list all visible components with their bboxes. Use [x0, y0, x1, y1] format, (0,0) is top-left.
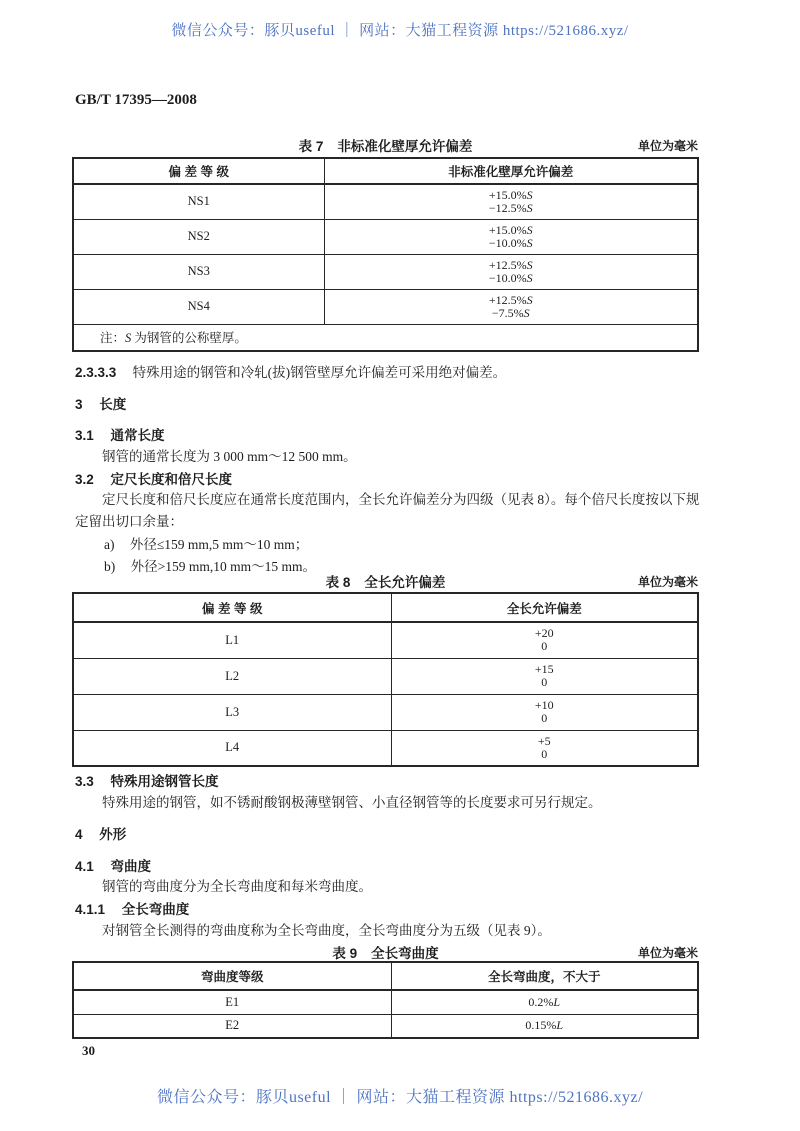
section-3-3-heading: [75, 770, 219, 790]
tolerance-cell: [391, 694, 698, 730]
curvature-value: 0.2%: [528, 994, 554, 1009]
grade-cell: E1: [73, 990, 391, 1014]
table8-caption-row: [72, 571, 699, 589]
tolerance-lower-value: −12.5%: [488, 200, 527, 215]
table7-caption: [299, 139, 473, 154]
clause-text: 特殊用途的钢管和冷轧(拔)钢管壁厚允许偏差可采用绝对偏差。: [132, 365, 507, 380]
section-4-1-1-heading: [75, 898, 189, 918]
table7-row-ns3: [73, 254, 698, 289]
section-4-heading: [75, 823, 126, 843]
curvature-value: 0.15%: [525, 1018, 557, 1033]
note-text: 为钢管的公称壁厚。: [131, 331, 247, 346]
table7-caption-row: [72, 135, 699, 153]
curvature-cell: [391, 990, 698, 1014]
tolerance-cell: [391, 730, 698, 766]
tolerance-cell: [324, 254, 698, 289]
curvature-cell: [391, 1014, 698, 1038]
list-marker: a): [104, 537, 115, 552]
tolerance-upper: +10: [534, 698, 554, 712]
table8-header-grade: 偏 差 等 级: [73, 593, 391, 622]
tolerance-upper: +5: [537, 733, 551, 748]
section-3-1-heading: [75, 424, 165, 444]
table9-caption-label: 表 9: [332, 946, 358, 961]
section-title: 弯曲度: [110, 859, 152, 874]
table9-row-e2: [73, 1014, 698, 1038]
section-3-2-heading: [75, 468, 232, 488]
section-3-1-body: 钢管的通常长度为 3 000 mm～12 500 mm。: [102, 449, 357, 464]
section-number: 3.1: [75, 428, 94, 443]
section-title: 特殊用途钢管长度: [110, 774, 219, 789]
list-text: 外径≤159 mm,5 mm～10 mm；: [129, 537, 309, 552]
table8-header-row: [73, 593, 698, 622]
grade-cell: L4: [73, 730, 391, 766]
section-title: 外形: [99, 827, 127, 842]
table8-row-l1: [73, 622, 698, 658]
section-number: 3.2: [75, 472, 94, 487]
table7-caption-title: 非标准化壁厚允许偏差: [337, 139, 473, 154]
section-number: 4: [75, 827, 83, 842]
table7-row-ns2: [73, 219, 698, 254]
list-item-a: [104, 533, 308, 553]
grade-cell: L2: [73, 658, 391, 694]
tolerance-upper: +15: [534, 662, 554, 676]
table7-unit-note: 单位为毫米: [637, 139, 698, 153]
grade-cell: L1: [73, 622, 391, 658]
tolerance-lower-value: −7.5%: [491, 305, 524, 320]
tolerance-upper-value: +15.0%: [488, 222, 527, 237]
table9-header-grade: 弯曲度等级: [73, 962, 391, 990]
tolerance-lower: 0: [541, 639, 548, 654]
grade-cell: NS2: [73, 219, 324, 254]
table9-header-row: [73, 962, 698, 990]
table7-note: [73, 324, 698, 351]
section-number: 3.3: [75, 774, 94, 789]
header-watermark: 微信公众号：豚贝useful ｜ 网站：大猫工程资源 https://521686.xyz/: [171, 23, 629, 39]
wall-thickness-symbol: S: [526, 270, 533, 285]
section-title: 定尺长度和倍尺长度: [110, 472, 233, 487]
section-3-3-body: 特殊用途的钢管，如不锈耐酸钢极薄壁钢管、小直径钢管等的长度要求可另行规定。: [102, 795, 602, 810]
wall-thickness-symbol: S: [526, 257, 533, 272]
table7-row-ns4: [73, 289, 698, 324]
tolerance-cell: [391, 622, 698, 658]
table7-header-grade: 偏 差 等 级: [73, 158, 324, 184]
table7-row-ns1: [73, 184, 698, 219]
list-text: 外径>159 mm,10 mm～15 mm。: [130, 559, 316, 574]
table9-caption-title: 全长弯曲度: [371, 946, 439, 961]
table7: [72, 157, 699, 352]
table7-header-row: [73, 158, 698, 184]
section-title: 全长弯曲度: [121, 902, 190, 917]
table9-caption: [332, 946, 438, 961]
length-symbol: L: [556, 1018, 564, 1033]
wall-thickness-symbol: S: [526, 187, 533, 202]
table9: [72, 961, 699, 1039]
length-symbol: L: [553, 994, 561, 1009]
section-number: 3: [75, 397, 83, 412]
tolerance-lower-value: −10.0%: [488, 270, 527, 285]
table9-caption-row: [72, 942, 699, 960]
wall-thickness-symbol: S: [526, 292, 533, 307]
section-4-1-heading: [75, 855, 151, 875]
footer-watermark: 微信公众号：豚贝useful ｜ 网站：大猫工程资源 https://521686.xyz/: [156, 1089, 644, 1106]
table8-row-l2: [73, 658, 698, 694]
table8-row-l3: [73, 694, 698, 730]
grade-cell: NS4: [73, 289, 324, 324]
section-3-2-body: 定尺长度和倍尺长度应在通常长度范围内，全长允许偏差分为四级（见表 8）。每个倍尺长度按以下规定留出切口余量：: [75, 492, 700, 529]
table9-unit-note: 单位为毫米: [637, 946, 698, 960]
clause-number: 2.3.3.3: [75, 365, 117, 380]
tolerance-lower: [325, 272, 698, 285]
tolerance-cell: [324, 289, 698, 324]
table8-unit-note: 单位为毫米: [637, 575, 698, 589]
section-3-heading: [75, 393, 126, 413]
section-number: 4.1: [75, 859, 94, 874]
tolerance-upper-value: +12.5%: [488, 257, 527, 272]
grade-cell: NS1: [73, 184, 324, 219]
tolerance-upper: +20: [534, 626, 554, 641]
clause-2-3-3-3: [75, 361, 715, 381]
tolerance-upper-value: +15.0%: [488, 187, 527, 202]
section-title: 长度: [99, 397, 127, 412]
tolerance-cell: [391, 658, 698, 694]
tolerance-lower: 0: [541, 746, 548, 761]
table8-caption-title: 全长允许偏差: [364, 575, 446, 590]
standard-number: GB/T 17395—2008: [75, 92, 197, 108]
grade-cell: L3: [73, 694, 391, 730]
section-4-1-body: 钢管的弯曲度分为全长弯曲度和每米弯曲度。: [102, 879, 372, 894]
page-number: 30: [82, 1043, 95, 1058]
wall-thickness-symbol: S: [526, 222, 533, 237]
table7-note-row: [73, 324, 698, 351]
table9-header-value: 全长弯曲度，不大于: [391, 962, 698, 990]
section-title: 通常长度: [110, 428, 165, 443]
note-prefix: 注：: [100, 331, 126, 346]
grade-cell: NS3: [73, 254, 324, 289]
table8-caption: [326, 575, 446, 590]
wall-thickness-symbol: S: [526, 235, 533, 250]
tolerance-cell: [324, 184, 698, 219]
table8-row-l4: [73, 730, 698, 766]
table9-row-e1: [73, 990, 698, 1014]
tolerance-lower-value: −10.0%: [488, 235, 527, 250]
tolerance-lower: [325, 307, 698, 320]
table8-header-value: 全长允许偏差: [391, 593, 698, 622]
list-marker: b): [104, 559, 116, 574]
wall-thickness-symbol: S: [526, 200, 533, 215]
section-number: 4.1.1: [75, 902, 106, 917]
grade-cell: E2: [73, 1014, 391, 1038]
tolerance-lower: 0: [541, 711, 548, 725]
table7-caption-label: 表 7: [298, 139, 324, 154]
wall-thickness-symbol: S: [523, 305, 530, 320]
tolerance-upper-value: +12.5%: [488, 292, 527, 307]
section-4-1-1-body: 对钢管全长测得的弯曲度称为全长弯曲度，全长弯曲度分为五级（见表 9）。: [102, 923, 551, 938]
tolerance-cell: [324, 219, 698, 254]
table7-header-value: 非标准化壁厚允许偏差: [324, 158, 698, 184]
tolerance-lower: 0: [541, 675, 548, 689]
tolerance-lower: [325, 237, 698, 250]
table8: [72, 592, 699, 767]
table8-caption-label: 表 8: [325, 575, 351, 590]
tolerance-lower: [325, 202, 698, 215]
wall-thickness-symbol: S: [125, 331, 132, 346]
